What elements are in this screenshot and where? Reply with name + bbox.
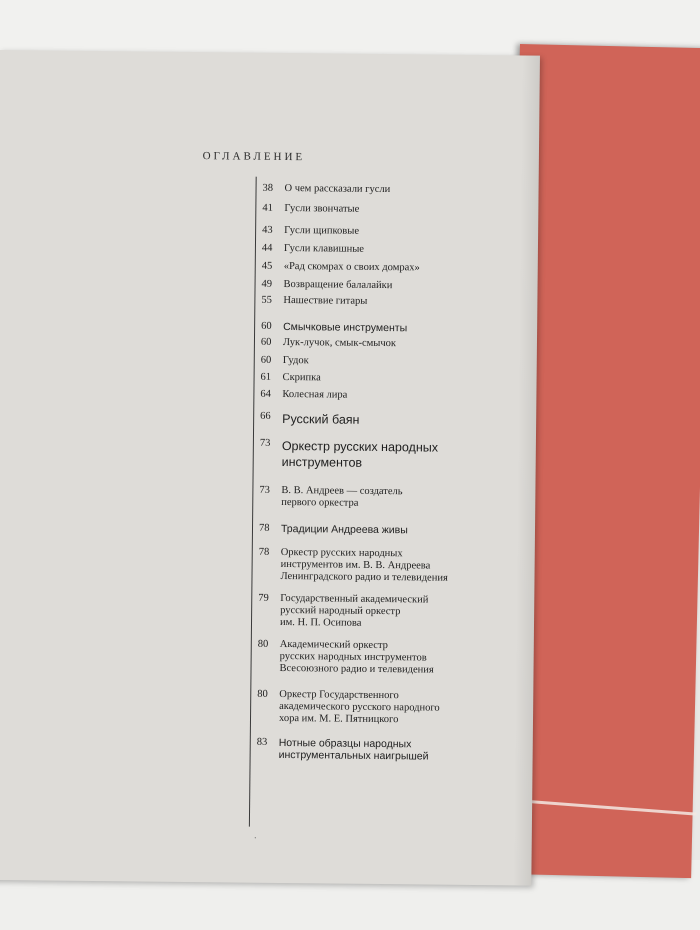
toc-entry-line: инструментов [281,454,363,470]
toc-entry-page: 61 [260,371,272,383]
column-divider [249,177,257,827]
toc-entry-right [259,523,408,537]
toc-entry-page: 38 [262,182,274,194]
toc-entry-line: Гудок [282,354,309,367]
toc-entry-title [282,411,360,428]
toc-entry-right [262,261,420,275]
toc-entry-line: «Рад скомрах о своих домрах» [283,260,420,274]
toc-entry-title [279,689,440,727]
toc-entry-right [258,593,428,631]
toc-entry-right [260,438,438,472]
toc-entry-line: Колесная лира [282,388,348,401]
toc-entry-line: Гусли звончатые [284,202,360,215]
toc-entry-right [258,547,448,585]
toc-entry-title [279,639,434,677]
toc-entry-line: В. В. Андреев — создатель [281,484,403,498]
toc-entry-page: 41 [262,202,273,214]
toc-entry-title [284,183,390,196]
toc-entry-line: Гусли клавишные [283,242,365,255]
toc-entry-right [261,295,367,308]
toc-entry-line: инструментальных наигрышей [278,748,429,763]
toc-entry-title [279,737,429,763]
toc-entry-page: 78 [258,522,270,534]
toc-entry-right [261,279,392,292]
toc-entry-line: Скрипка [282,371,321,384]
toc-entry-line: хора им. М. Е. Пятницкого [278,712,399,726]
toc-entry-title [282,438,438,472]
toc-entry-line: Смычковые инструменты [283,320,408,335]
toc-entry-right [260,389,347,402]
toc-entry-title [281,485,402,510]
toc-entry-page: 60 [260,354,272,366]
toc-entry-page: 43 [262,224,273,236]
toc-entry-line: О чем рассказали гусли [284,182,391,196]
toc-entry-right [260,411,360,428]
toc-entry-title [283,279,392,292]
toc-entry-line: Оркестр русских народных [281,438,439,455]
toc-entry-right [257,689,440,727]
toc-entry-line: Академический оркестр [279,638,389,652]
toc-entry-right [262,183,390,196]
toc-entry-right [257,737,429,763]
toc-entry-page: 60 [260,336,272,348]
toc-entry-line: Нотные образцы народных [278,736,412,751]
toc-entry-title [283,355,309,367]
toc-entry-line: Всесоюзного радио и телевидения [279,662,434,676]
page-mark: · [253,832,257,843]
toc-entry-right [262,225,359,238]
binding-thread [527,800,697,816]
toc-entry-line: русский народный оркестр [280,604,401,618]
toc-entry-title [284,261,420,274]
toc-entry-title [284,243,364,256]
toc-entry-title [283,321,407,334]
toc-entry-line: Нашествие гитары [283,294,368,307]
toc-entry-title [284,225,359,238]
toc-entry-line: первого оркестра [281,496,359,509]
toc-entry-page: 79 [258,592,269,604]
toc-entry-page: 73 [259,484,270,496]
toc-entry-page: 45 [261,260,273,272]
toc-entry-page: 49 [261,278,273,290]
toc-entry-page: 64 [260,388,271,400]
toc-entry-right [261,355,309,368]
toc-entry-line: инструментов им. В. В. Андреева [280,558,431,572]
toc-entry-page: 80 [257,688,268,700]
toc-entry-line: Оркестр Государственного [279,688,399,702]
toc-entry-right [262,243,364,256]
toc-entry-page: 83 [256,736,268,748]
toc-entry-page: 44 [261,242,273,254]
toc-entry-line: Гусли щипковые [284,224,360,237]
toc-entry-line: русских народных инструментов [279,650,427,664]
toc-entry-title [281,523,408,536]
toc-entry-line: Традиции Андреева живы [280,522,408,537]
toc-entry-title [280,593,428,631]
toc-entry-right [261,372,321,385]
toc-entry-title [283,372,321,384]
toc-entry-line: Лук-лучок, смык-смычок [282,336,397,350]
toc-title: ОГЛАВЛЕНИЕ [202,150,306,164]
toc-entry-line: им. Н. П. Осипова [279,616,362,629]
toc-entry-line: Русский баян [282,411,360,427]
toc-entry-page: 60 [261,320,272,332]
toc-entry-line: Государственный академический [280,592,429,606]
toc-entry-line: Возвращение балалайки [283,278,393,292]
toc-entry-title [283,295,367,308]
toc-entry-title [282,389,347,402]
toc-entry-line: академического русского народного [279,700,440,714]
toc-entry-page: 80 [257,638,269,650]
toc-entry-right [261,321,407,335]
toc-entry-right [259,485,402,510]
toc-entry-page: 73 [259,437,271,449]
toc-entry-right [261,337,396,350]
toc-entry-title [284,203,359,216]
toc-entry-page: 66 [260,410,271,422]
toc-entry-right [257,639,434,677]
toc-entry-line: Оркестр русских народных [280,546,403,560]
book-page [0,50,540,886]
toc-entry-title [280,547,448,585]
toc-entry-page: 55 [261,294,272,306]
toc-entry-line: Ленинградского радио и телевидения [280,570,448,584]
toc-entry-page: 78 [258,546,270,558]
toc-entry-title [283,337,396,350]
toc-entry-right [262,203,359,216]
